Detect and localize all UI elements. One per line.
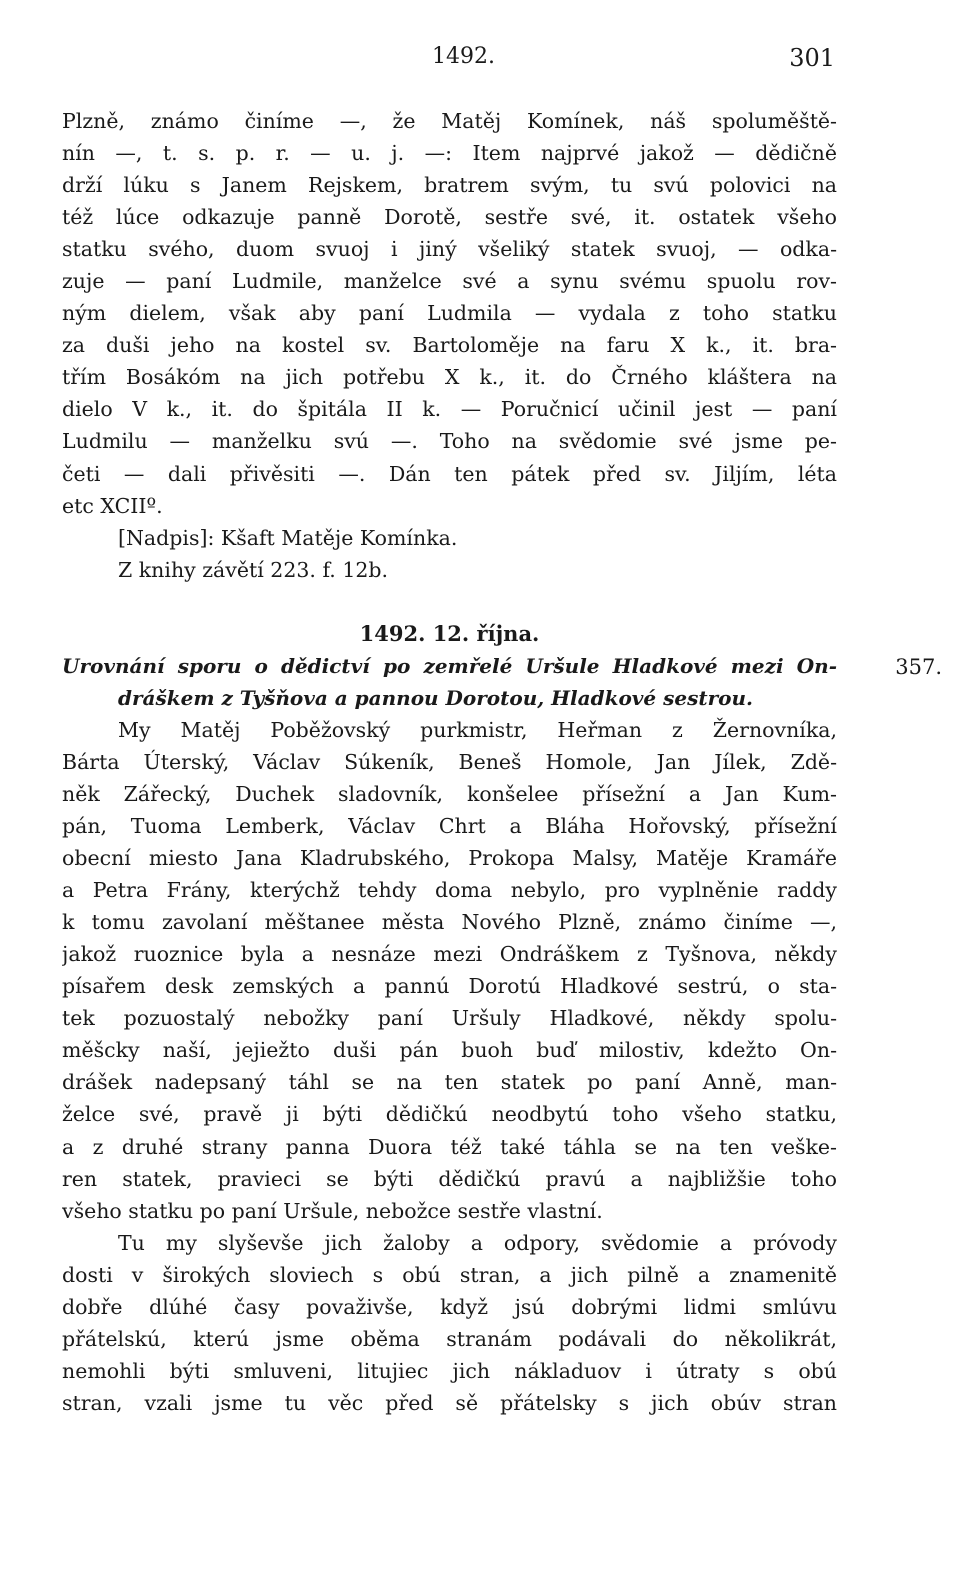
text-line: všeho statku po paní Uršule, nebožce sestře vlastní. [62, 1198, 603, 1223]
text-line: zuje — paní Ludmile, manželce své a synu svému spuolu rov- [62, 269, 837, 294]
text-line: etc XCIIº. [62, 493, 163, 518]
text-line: nemohli býti smluveni, litujiec jich nákladuov i útraty s obú [62, 1358, 837, 1383]
text-line: obecní miesto Jana Kladrubského, Prokopa Malsy, Matěje Kramáře [62, 846, 837, 871]
text-line: k tomu zavolaní měštanee města Nového Plzně, známo činíme —, [62, 910, 837, 935]
text-line: četi — dali přivěsiti —. Dán ten pátek před sv. Jiljím, léta [62, 461, 837, 486]
document-title-line: dráškem z Tyšňova a pannou Dorotou, Hladkové sestrou. [118, 685, 753, 710]
header-year: 1492. [432, 44, 495, 69]
text-line: něk Zářecký, Duchek sladovník, konšelee přísežní a Jan Kum- [62, 781, 837, 806]
text-line: želce své, pravě ji býti dědičkú neodbytú toho všeho statku, [62, 1102, 837, 1127]
text-line: též lúce odkazuje panně Dorotě, sestře své, it. ostatek všeho [62, 205, 837, 230]
source-note: [Nadpis]: Kšaft Matěje Komínka. [118, 525, 458, 550]
document-title-line: Urovnání sporu o dědictví po zemřelé Uršule Hladkové mezi On- [62, 653, 837, 678]
text-line: pán, Tuoma Lemberk, Václav Chrt a Bláha Hořovský, přísežní [62, 814, 837, 839]
text-line: dosti v širokých sloviech s obú stran, a jich pilně a znamenitě [62, 1262, 837, 1287]
text-line: jakož ruoznice byla a nesnáze mezi Ondráškem z Tyšnova, někdy [62, 942, 837, 967]
text-line: stran, vzali jsme tu věc před sě přátelsky s jich obúv stran [62, 1390, 837, 1415]
text-line: ným dielem, však aby paní Ludmila — vydala z toho statku [62, 301, 837, 326]
text-line: třím Bosákóm na jich potřebu X k., it. do Črného kláštera na [62, 365, 837, 390]
text-line: statku svého, duom svuoj i jiný všeliký statek svuoj, — odka- [62, 237, 837, 262]
section-heading: 1492. 12. října. [359, 620, 540, 646]
text-line: Plzně, známo činíme —, že Matěj Komínek, náš spoluměště- [62, 109, 837, 133]
text-line: ren statek, pravieci se býti dědičkú pravú a najbližšie toho [62, 1166, 837, 1191]
page-header [0, 44, 960, 78]
text-line: Bárta Úterský, Václav Súkeník, Beneš Homole, Jan Jílek, Zdě- [62, 749, 837, 774]
text-line: za duši jeho na kostel sv. Bartoloměje na faru X k., it. bra- [62, 333, 837, 358]
text-line: přátelskú, kterú jsme oběma stranám podávali do několikrát, [62, 1326, 837, 1351]
text-line: a z druhé strany panna Duora též také táhla se na ten veške- [62, 1134, 837, 1159]
text-line: Tu my slyševše jich žaloby a odpory, svědomie a próvody [118, 1230, 837, 1255]
source-note: Z knihy závětí 223. f. 12b. [118, 557, 389, 582]
text-line: drášek nadepsaný táhl se na ten statek po paní Anně, man- [62, 1070, 837, 1095]
text-line: dielo V k., it. do špitála II k. — Poručnicí učinil jest — paní [62, 397, 837, 422]
text-line: měšcky naší, jejiežto duši pán buoh buď milostiv, kdežto On- [62, 1038, 837, 1063]
text-line: Ludmilu — manželku svú —. Toho na svědomie své jsme pe- [62, 429, 837, 454]
document-number: 357. [895, 654, 942, 679]
text-line: drží lúku s Janem Rejskem, bratrem svým, tu svú polovici na [62, 173, 837, 198]
text-line: dobře dlúhé časy považivše, když jsú dobrými lidmi smlúvu [62, 1294, 837, 1319]
page-number: 301 [789, 44, 835, 72]
text-line [62, 586, 837, 618]
text-line: nín —, t. s. p. r. — u. j. —: Item najprvé jakož — dědičně [62, 141, 837, 166]
text-line: a Petra Frány, kterýchž tehdy doma nebylo, pro vyplněnie raddy [62, 878, 837, 903]
body-text [62, 105, 837, 1419]
text-line: tek pozuostalý nebožky paní Uršuly Hladkové, někdy spolu- [62, 1006, 837, 1031]
text-line: písařem desk zemských a pannú Dorotú Hladkové sestrú, o sta- [62, 974, 837, 999]
text-line: My Matěj Poběžovský purkmistr, Heřman z Žernovníka, [118, 717, 837, 742]
